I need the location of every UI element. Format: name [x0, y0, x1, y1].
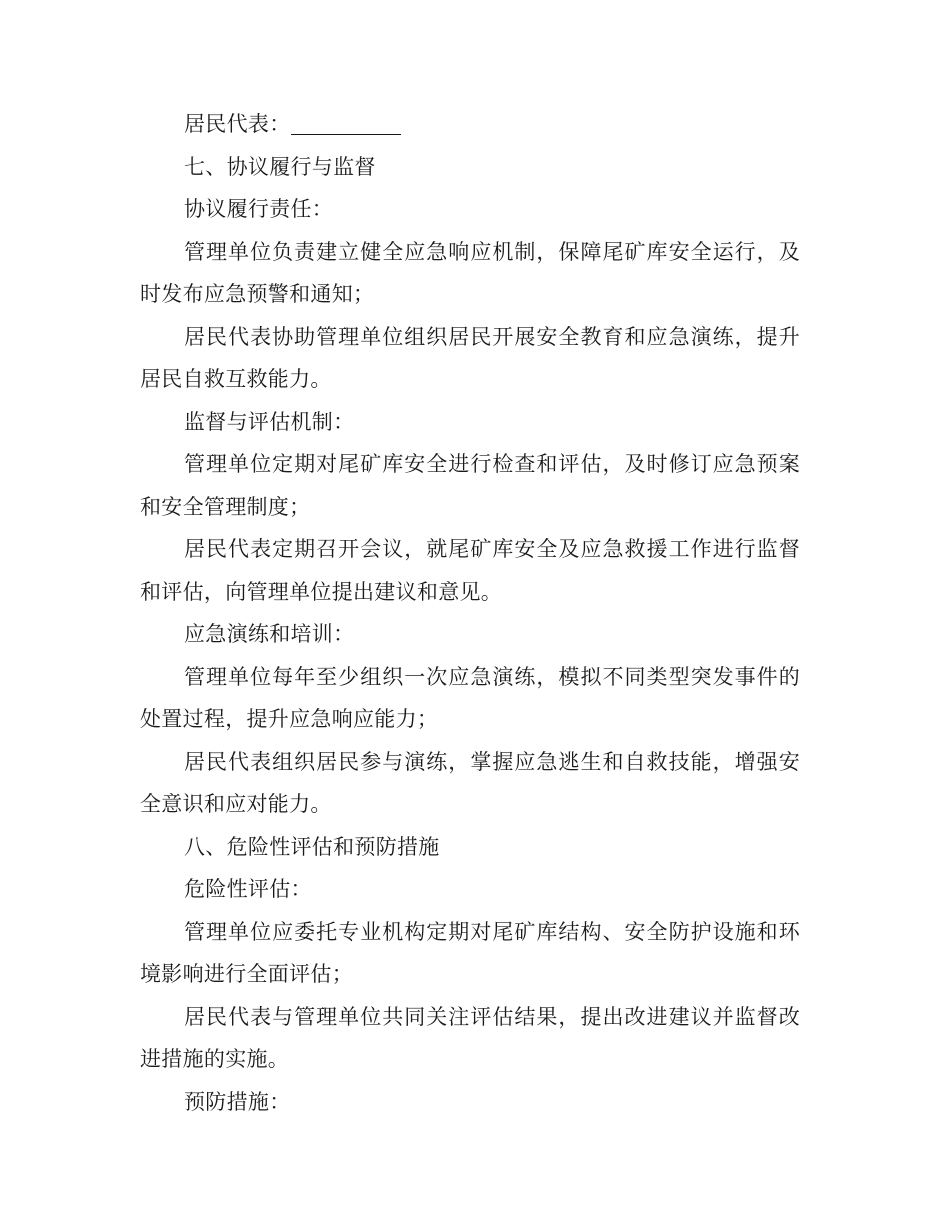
- paragraph: 管理单位负责建立健全应急响应机制，保障尾矿库安全运行，及时发布应急预警和通知；: [140, 239, 800, 306]
- paragraph: 居民代表协助管理单位组织居民开展安全教育和应急演练，提升居民自救互救能力。: [140, 324, 800, 391]
- signature-blank: [291, 108, 401, 135]
- section-heading-7: 七、协议履行与监督: [184, 154, 376, 179]
- paragraph: 管理单位每年至少组织一次应急演练，模拟不同类型突发事件的处置过程，提升应急响应能力；: [140, 664, 800, 731]
- subheading-drills-training: 应急演练和培训：: [184, 622, 355, 646]
- signature-label: 居民代表：: [184, 112, 291, 136]
- signature-line: [140, 103, 800, 146]
- section-heading-8: 八、危险性评估和预防措施: [184, 834, 440, 859]
- subheading-preventive-measures: 预防措施：: [184, 1089, 291, 1114]
- paragraph: 居民代表组织居民参与演练，掌握应急逃生和自救技能，增强安全意识和应对能力。: [140, 749, 800, 816]
- paragraph: 居民代表定期召开会议，就尾矿库安全及应急救援工作进行监督和评估，向管理单位提出建议和意见。: [140, 537, 800, 604]
- subheading-risk-assessment: 危险性评估：: [184, 877, 312, 901]
- subheading-supervision-evaluation: 监督与评估机制：: [184, 409, 355, 434]
- document-body: [140, 103, 800, 1123]
- paragraph: 管理单位定期对尾矿库安全进行检查和评估，及时修订应急预案和安全管理制度；: [140, 452, 800, 519]
- paragraph: 管理单位应委托专业机构定期对尾矿库结构、安全防护设施和环境影响进行全面评估；: [140, 919, 800, 986]
- subheading-performance-responsibility: 协议履行责任：: [184, 197, 334, 221]
- paragraph: 居民代表与管理单位共同关注评估结果，提出改进建议并监督改进措施的实施。: [140, 1004, 800, 1071]
